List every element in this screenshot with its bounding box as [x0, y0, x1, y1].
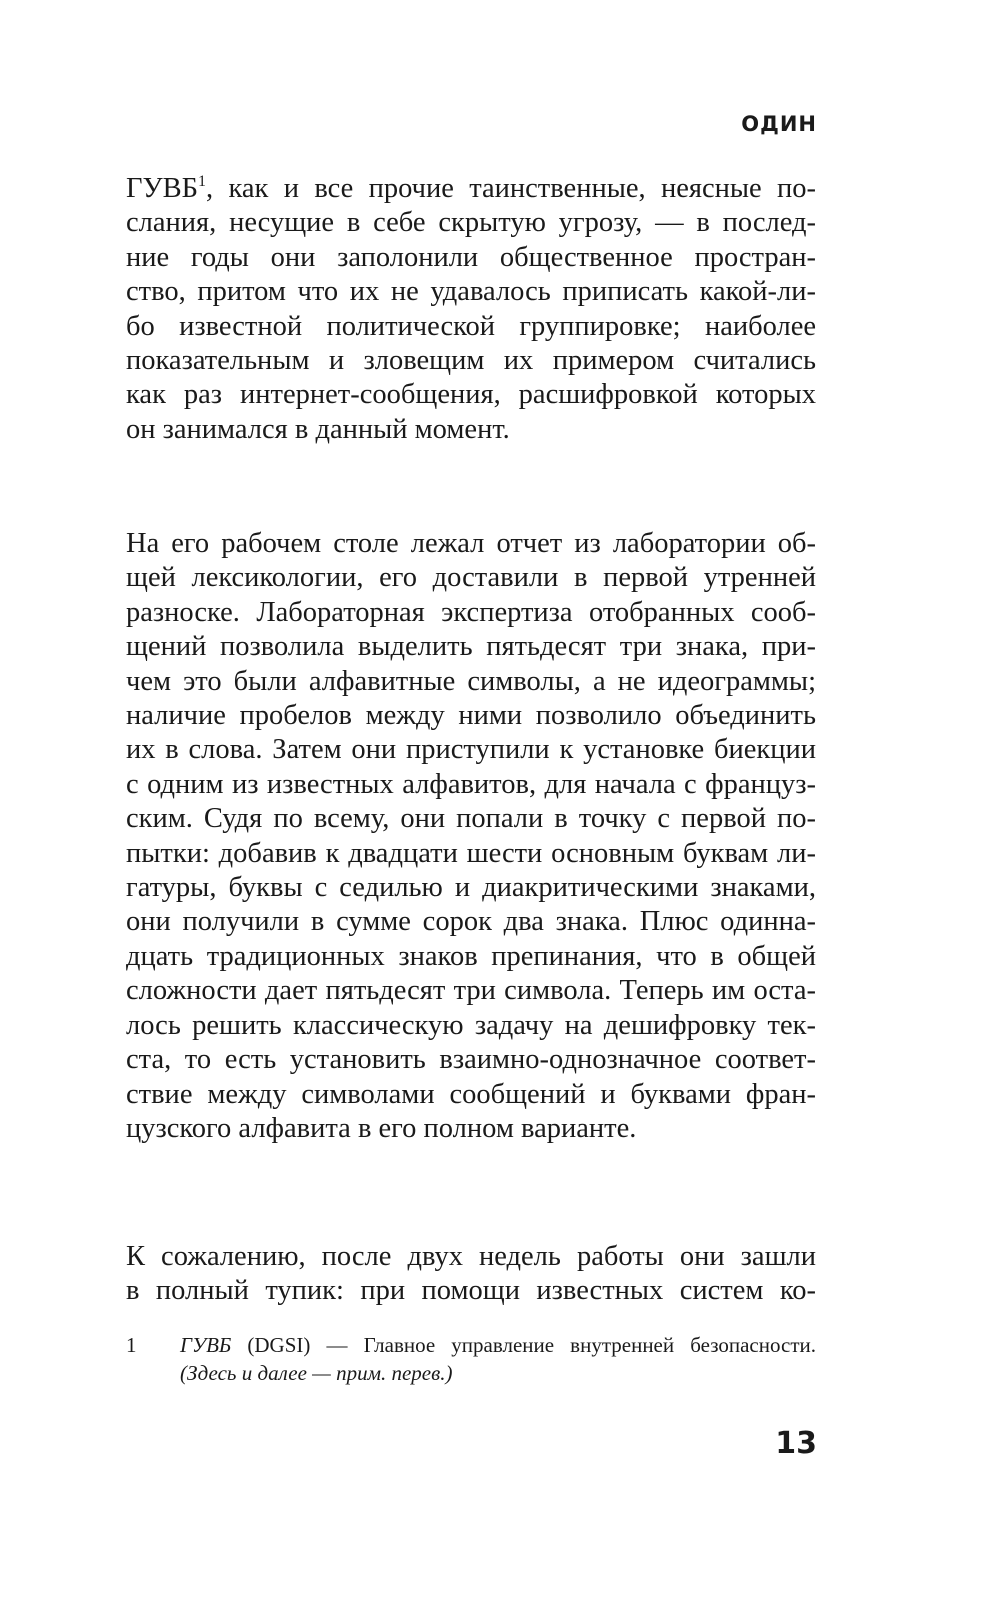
- text-line: гатуры, буквы с седилью и диакритическими знаками,: [126, 872, 816, 904]
- text-line: дцать традиционных знаков препинания, что в общей: [126, 940, 816, 972]
- text-line: К сожалению, после двух недель работы они зашли: [126, 1241, 816, 1272]
- text-line: На его рабочем столе лежал отчет из лаборатории об-: [126, 528, 816, 559]
- text-line: лось решить классическую задачу на дешифровку тек-: [126, 1009, 816, 1041]
- footnote-number: 1: [126, 1333, 137, 1357]
- text-line: разноске. Лабораторная экспертиза отобранных сооб-: [126, 596, 816, 628]
- text-line: ние годы они заполонили общественное простран-: [126, 241, 816, 273]
- text-line: сложности дает пятьдесят три символа. Теперь им оста-: [126, 975, 816, 1007]
- text-line: [126, 172, 816, 206]
- text-line: они получили в сумме сорок два знака. Плюс одинна-: [126, 906, 816, 938]
- footnote-definition: (DGSI) — Главное управление внутренней безопасности.: [231, 1333, 816, 1357]
- footnote-text: [180, 1331, 816, 1387]
- text-line: как раз интернет-сообщения, расшифровкой которых: [126, 379, 816, 411]
- abbreviation: ГУВБ: [126, 173, 199, 204]
- footnote-note: (Здесь и далее — прим. перев.): [180, 1361, 453, 1385]
- text-line: пытки: добавив к двадцати шести основным буквам ли-: [126, 837, 816, 869]
- text-line: ским. Судя по всему, они попали в точку с первой по-: [126, 803, 816, 835]
- text-line: в полный тупик: при помощи известных систем ко-: [126, 1275, 816, 1307]
- text-line: цузского алфавита в его полном варианте.: [126, 1112, 637, 1144]
- text-line: ствие между символами сообщений и буквами фран-: [126, 1078, 816, 1110]
- text-line: бо известной политической группировке; наиболее: [126, 310, 816, 342]
- text-line: щей лексикологии, его доставили в первой утренней: [126, 562, 816, 594]
- page-number: 13: [775, 1426, 817, 1461]
- text-fragment: , как и все прочие таинственные, неясные по-: [206, 173, 816, 204]
- text-line: с одним из известных алфавитов, для начала с француз-: [126, 768, 816, 800]
- paragraph-3: [126, 1240, 816, 1309]
- text-line: их в слова. Затем они приступили к установке биекции: [126, 734, 816, 766]
- text-line: чем это были алфавитные символы, а не идеограммы;: [126, 665, 816, 697]
- text-line: показательным и зловещим их примером считались: [126, 345, 816, 377]
- text-line: слания, несущие в себе скрытую угрозу, — в послед-: [126, 207, 816, 239]
- text-line: он занимался в данный момент.: [126, 413, 510, 445]
- footnote-term: ГУВБ: [180, 1333, 232, 1357]
- footnote-reference[interactable]: 1: [198, 173, 207, 190]
- paragraph-1: [126, 172, 816, 447]
- footnote-line: [180, 1331, 816, 1359]
- text-line: ста, то есть установить взаимно-однозначное соответ-: [126, 1044, 816, 1076]
- paragraph-2: [126, 527, 816, 1146]
- footnote-line: [180, 1359, 816, 1387]
- text-line: щений позволила выделить пятьдесят три знака, при-: [126, 631, 816, 663]
- text-line: наличие пробелов между ними позволило объединить: [126, 700, 816, 732]
- text-line: ство, притом что их не удавалось приписать какой-ли-: [126, 276, 816, 308]
- running-head: ОДИН: [741, 112, 817, 136]
